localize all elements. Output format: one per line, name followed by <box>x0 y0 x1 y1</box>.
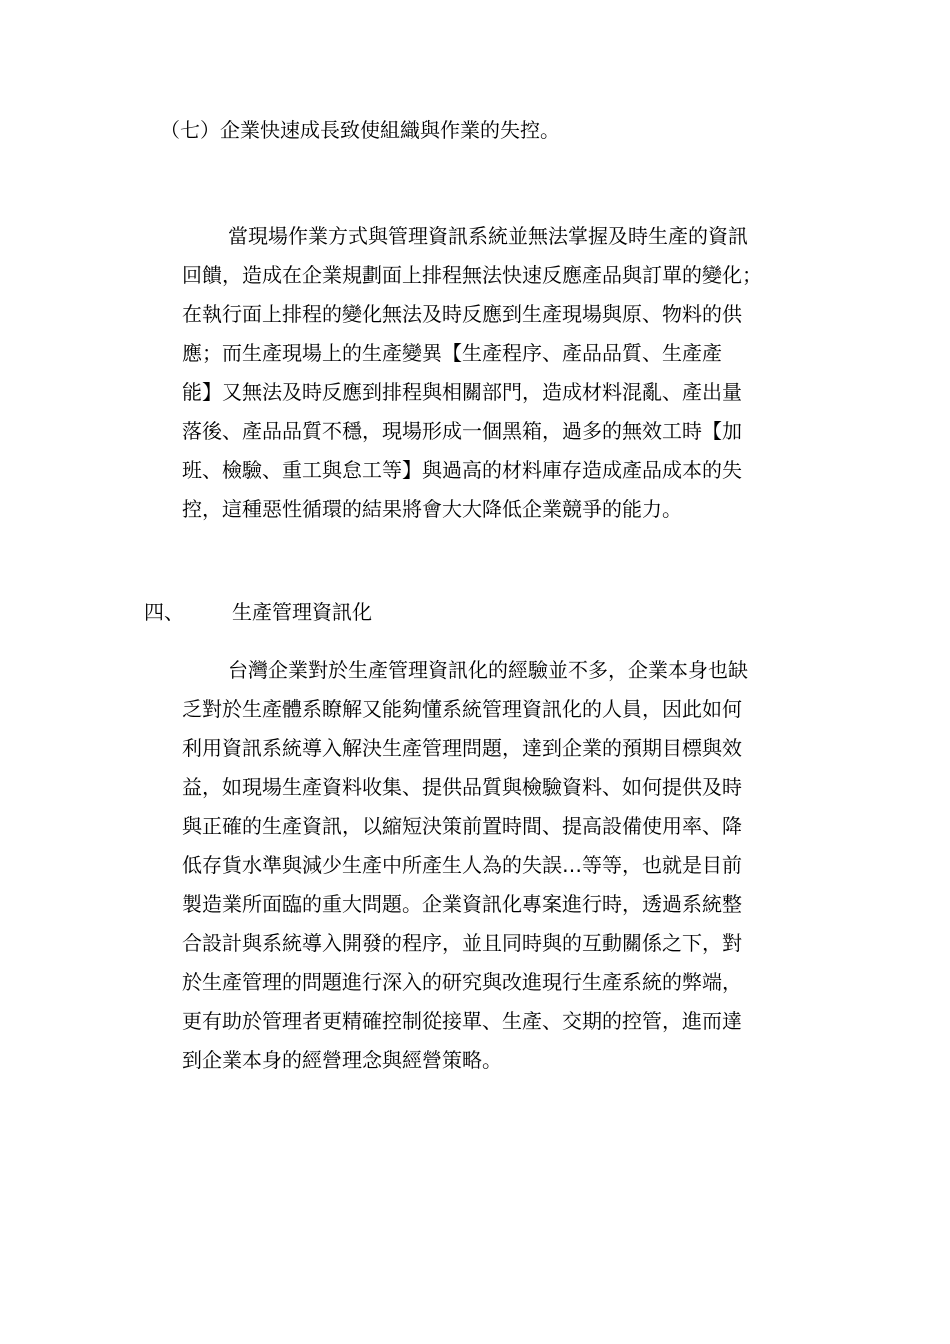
paragraph-line: 班、檢驗、重工與怠工等】與過高的材料庫存造成產品成本的失 <box>182 458 742 482</box>
section-number: 四、 <box>144 600 184 624</box>
paragraph-line: 回饋，造成在企業規劃面上排程無法快速反應產品與訂單的變化； <box>182 263 762 287</box>
paragraph-line: 低存貨水準與減少生產中所產生人為的失誤…等等，也就是目前 <box>182 853 742 877</box>
paragraph-line: 應；而生產現場上的生產變異【生產程序、產品品質、生產產 <box>182 341 722 365</box>
paragraph-line: 與正確的生產資訊，以縮短決策前置時間、提高設備使用率、降 <box>182 814 742 838</box>
paragraph-line: 利用資訊系統導入解決生產管理問題，達到企業的預期目標與效 <box>182 736 742 760</box>
paragraph-informatization <box>182 651 842 1080</box>
paragraph-line: 當現場作業方式與管理資訊系統並無法掌握及時生產的資訊 <box>228 224 748 248</box>
paragraph-line: 更有助於管理者更精確控制從接單、生產、交期的控管，進而達 <box>182 1009 742 1033</box>
paragraph-line: 台灣企業對於生產管理資訊化的經驗並不多，企業本身也缺 <box>228 658 748 682</box>
section-title: 生產管理資訊化 <box>232 600 372 624</box>
paragraph-line: 乏對於生產體系瞭解又能夠懂系統管理資訊化的人員，因此如何 <box>182 697 742 721</box>
paragraph-line: 製造業所面臨的重大問題。企業資訊化專案進行時，透過系統整 <box>182 892 742 916</box>
paragraph-control-loss <box>182 217 842 529</box>
paragraph-line: 落後、產品品質不穩，現場形成一個黑箱，過多的無效工時【加 <box>182 419 742 443</box>
subheading-seven: （七）企業快速成長致使組織與作業的失控。 <box>160 118 560 142</box>
paragraph-line: 益，如現場生產資料收集、提供品質與檢驗資料、如何提供及時 <box>182 775 742 799</box>
paragraph-line: 在執行面上排程的變化無法及時反應到生產現場與原、物料的供 <box>182 302 742 326</box>
paragraph-line: 到企業本身的經營理念與經營策略。 <box>182 1048 502 1072</box>
paragraph-line: 於生產管理的問題進行深入的研究與改進現行生產系統的弊端， <box>182 970 742 994</box>
paragraph-line: 控，這種惡性循環的結果將會大大降低企業競爭的能力。 <box>182 497 682 521</box>
paragraph-line: 能】又無法及時反應到排程與相關部門，造成材料混亂、產出量 <box>182 380 742 404</box>
paragraph-line: 合設計與系統導入開發的程序，並且同時與的互動關係之下，對 <box>182 931 742 955</box>
section-heading <box>144 598 372 626</box>
